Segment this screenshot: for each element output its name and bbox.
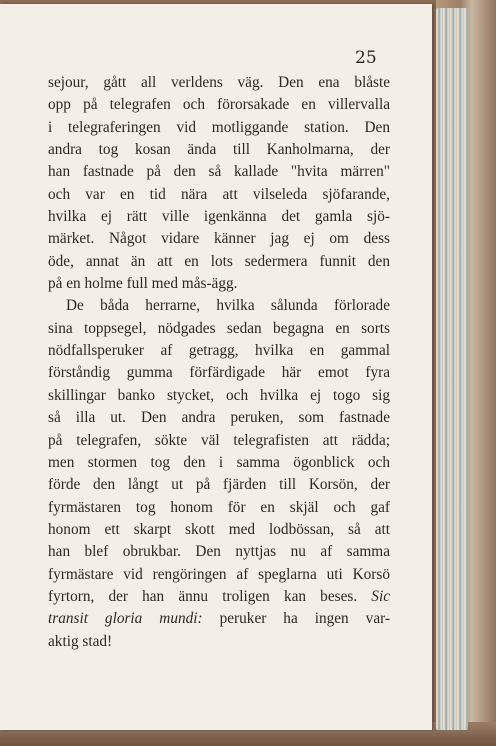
- text-line: på en holme full med mås-ägg.: [48, 275, 238, 293]
- text-line: fyrmästare vid rengöringen af speglarna uti Korsö: [48, 565, 390, 583]
- text-line: [48, 608, 390, 630]
- book-page: [0, 4, 432, 730]
- text-fragment: fyrtorn, der han ännu troligen kan beses.: [48, 587, 358, 605]
- text-line: fyrmästaren tog honom för en skjäl och gaf: [48, 498, 390, 516]
- text-line: De båda herrarne, hvilka sålunda förlorade: [66, 297, 390, 315]
- text-line: och var en tid nära att vilseleda sjöfarande,: [48, 185, 390, 203]
- book-page-edges: [436, 8, 468, 730]
- text-line: nödfallsperuker af getragg, hvilka en gammal: [48, 342, 390, 360]
- latin-phrase: transit gloria mundi:: [48, 610, 203, 628]
- text-line: hvilka ej rätt ville igenkänna det gamla sjö-: [48, 208, 390, 226]
- text-line: honom ett skarpt skott med lodbössan, så att: [48, 520, 390, 538]
- text-line: han fastnade på den så kallade "hvita märren": [48, 163, 390, 181]
- text-line: aktig stad!: [48, 632, 113, 650]
- text-line: andra tog kosan ända till Kanholmarna, der: [48, 141, 390, 159]
- text-line: förståndig gumma förfärdigade här emot fyra: [48, 364, 390, 382]
- text-line: märket. Något vidare känner jag ej om dess: [48, 230, 390, 248]
- text-line: på telegrafen, sökte väl telegrafisten att rädda;: [48, 431, 390, 449]
- latin-phrase: Sic: [371, 587, 390, 605]
- text-fragment: peruker ha ingen var-: [202, 610, 390, 628]
- text-line: så illa ut. Den andra peruken, som fastnade: [48, 409, 390, 427]
- text-line: han blef obrukbar. Den nyttjas nu af samma: [48, 543, 390, 561]
- text-line: men stormen tog den i samma ögonblick och: [48, 453, 390, 471]
- text-line: sina toppsegel, nödgades sedan begagna en sorts: [48, 319, 390, 337]
- text-line: förde den långt ut på fjärden till Korsön, der: [48, 476, 390, 494]
- text-line: skillingar banko stycket, och hvilka ej togo sig: [48, 386, 390, 404]
- body-text: [48, 72, 390, 653]
- text-line: i telegraferingen vid motliggande station. Den: [48, 118, 390, 136]
- page-number: 25: [355, 48, 377, 68]
- text-line: [48, 586, 390, 608]
- text-line: sejour, gått all verldens väg. Den ena blåste: [48, 74, 390, 91]
- text-line: opp på telegrafen och förorsakade en villervalla: [48, 96, 390, 114]
- text-line: öde, annat än att en lots sedermera funnit den: [48, 252, 390, 270]
